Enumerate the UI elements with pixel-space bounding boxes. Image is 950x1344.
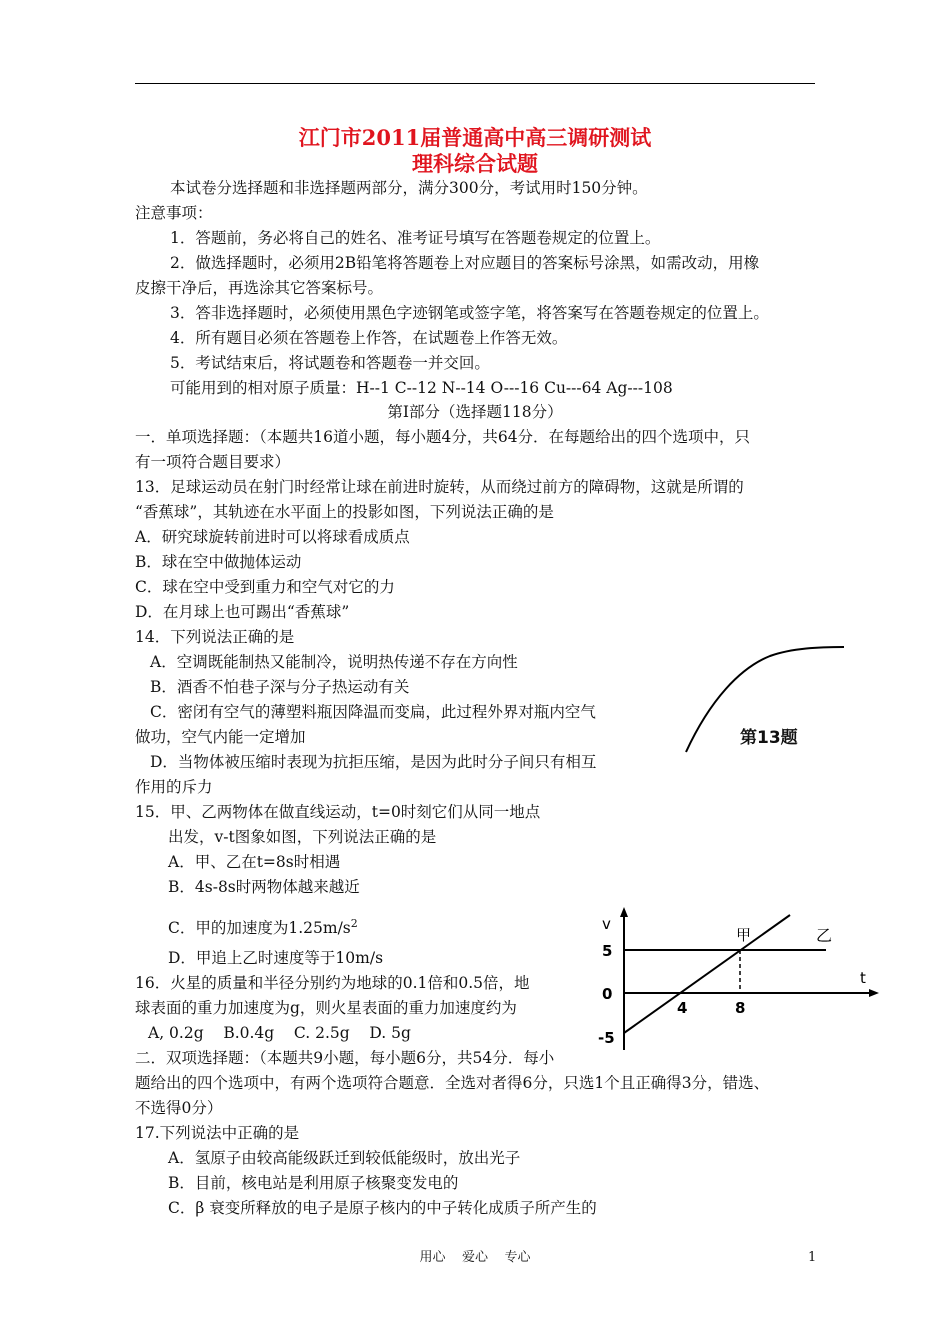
q15-option-b: B．4s-8s时两物体越来越近 <box>168 878 360 896</box>
q13-stem-cont: “香蕉球”，其轨迹在水平面上的投影如图，下列说法正确的是 <box>135 503 554 521</box>
section2-instructions: 二．双项选择题：（本题共9小题，每小题6分，共54分．每小 <box>135 1049 555 1067</box>
jia-line <box>624 915 790 1033</box>
q17-option-c: C．β 衰变所释放的电子是原子核内的中子转化成质子所产生的 <box>168 1199 597 1217</box>
note-item: 2．做选择题时，必须用2B铅笔将答题卷上对应题目的答案标号涂黑，如需改动，用橡 <box>170 254 760 272</box>
footer-motto: 用心 爱心 专心 <box>419 1250 531 1265</box>
q14-option-d-cont: 作用的斥力 <box>135 778 213 796</box>
header-rule <box>135 83 815 84</box>
section2-instructions-cont: 题给出的四个选项中，有两个选项符合题意．全选对者得6分，只选1个且正确得3分，错选、 <box>135 1074 770 1092</box>
vt-graph-tick-5: 5 <box>602 942 613 960</box>
vt-graph-v-label: v <box>602 915 611 933</box>
q15-stem: 15．甲、乙两物体在做直线运动，t=0时刻它们从同一地点 <box>135 803 541 821</box>
section1-instructions-cont: 有一项符合题目要求） <box>135 453 291 471</box>
q13-option-a: A．研究球旋转前进时可以将球看成质点 <box>135 528 410 546</box>
q14-option-b: B．酒香不怕巷子深与分子热运动有关 <box>150 678 410 696</box>
q14-option-c-cont: 做功，空气内能一定增加 <box>135 728 306 746</box>
q13-option-d: D．在月球上也可踢出“香蕉球” <box>135 603 350 621</box>
q15-option-c-text: C．甲的加速度为1.25m/s <box>168 919 351 938</box>
q13-option-b: B．球在空中做抛体运动 <box>135 553 302 571</box>
q14-option-d: D．当物体被压缩时表现为抗拒压缩，是因为此时分子间只有相互 <box>150 753 597 771</box>
q15-option-c <box>168 914 358 938</box>
q13-stem: 13．足球运动员在射门时经常让球在前进时旋转，从而绕过前方的障碍物，这就是所谓的 <box>135 478 744 496</box>
q16-stem-cont: 球表面的重力加速度为g，则火星表面的重力加速度约为 <box>135 999 517 1017</box>
q15-option-a: A．甲、乙在t=8s时相遇 <box>168 853 341 871</box>
q13-figure-label: 第13题 <box>740 728 798 748</box>
vt-graph <box>590 905 890 1055</box>
intro-text: 本试卷分选择题和非选择题两部分，满分300分，考试用时150分钟。 <box>170 179 648 197</box>
q17-option-b: B．目前，核电站是利用原子核聚变发电的 <box>168 1174 459 1192</box>
notes-heading: 注意事项： <box>135 204 213 222</box>
q17-stem: 17.下列说法中正确的是 <box>135 1124 300 1142</box>
part1-heading: 第Ⅰ部分（选择题118分） <box>387 403 563 421</box>
yi-label: 乙 <box>816 926 833 945</box>
vt-graph-tick-neg5: -5 <box>598 1029 615 1047</box>
vt-graph-v-axis-arrow <box>620 907 628 917</box>
note-item: 3．答非选择题时，必须使用黑色字迹钢笔或签字笔，将答案写在答题卷规定的位置上。 <box>170 304 769 322</box>
section1-instructions: 一．单项选择题：（本题共16道小题，每小题4分，共64分．在每题给出的四个选项中，只 <box>135 428 751 446</box>
q16-stem: 16．火星的质量和半径分别约为地球的0.1倍和0.5倍，地 <box>135 974 530 992</box>
exam-subtitle: 理科综合试题 <box>412 151 538 176</box>
note-item: 皮擦干净后，再选涂其它答案标号。 <box>135 279 384 297</box>
q14-option-a: A．空调既能制热又能制冷，说明热传递不存在方向性 <box>150 653 518 671</box>
q15-option-d: D．甲追上乙时速度等于10m/s <box>168 949 384 967</box>
vt-graph-t-label: t <box>860 969 866 987</box>
vt-graph-tick-0: 0 <box>602 985 613 1003</box>
note-item: 5．考试结束后，将试题卷和答题卷一并交回。 <box>170 354 490 372</box>
q17-option-a: A．氢原子由较高能级跃迁到较低能级时，放出光子 <box>168 1149 521 1167</box>
jia-label: 甲 <box>736 926 752 944</box>
q15-option-c-exponent: 2 <box>350 917 358 930</box>
q15-stem-cont: 出发，v-t图象如图，下列说法正确的是 <box>168 828 437 846</box>
note-item: 1．答题前，务必将自己的姓名、准考证号填写在答题卷规定的位置上。 <box>170 229 661 247</box>
vt-graph-tick-4: 4 <box>677 999 688 1017</box>
exam-title: 江门市2011届普通高中高三调研测试 <box>298 125 652 150</box>
page-number: 1 <box>808 1250 817 1265</box>
note-item: 4．所有题目必须在答题卷上作答，在试题卷上作答无效。 <box>170 329 568 347</box>
section2-instructions-end: 不选得0分） <box>135 1099 223 1117</box>
vt-graph-t-axis-arrow <box>869 989 879 997</box>
q16-options: A, 0.2g B.0.4g C. 2.5g D. 5g <box>148 1024 411 1042</box>
q14-option-c: C．密闭有空气的薄塑料瓶因降温而变扁，此过程外界对瓶内空气 <box>150 703 596 721</box>
vt-graph-tick-8: 8 <box>735 999 746 1017</box>
atomic-mass-line: 可能用到的相对原子质量：H--1 C--12 N--14 O---16 Cu---64 Ag---108 <box>170 379 673 397</box>
q14-stem: 14．下列说法正确的是 <box>135 628 295 646</box>
q13-option-c: C．球在空中受到重力和空气对它的力 <box>135 578 395 596</box>
